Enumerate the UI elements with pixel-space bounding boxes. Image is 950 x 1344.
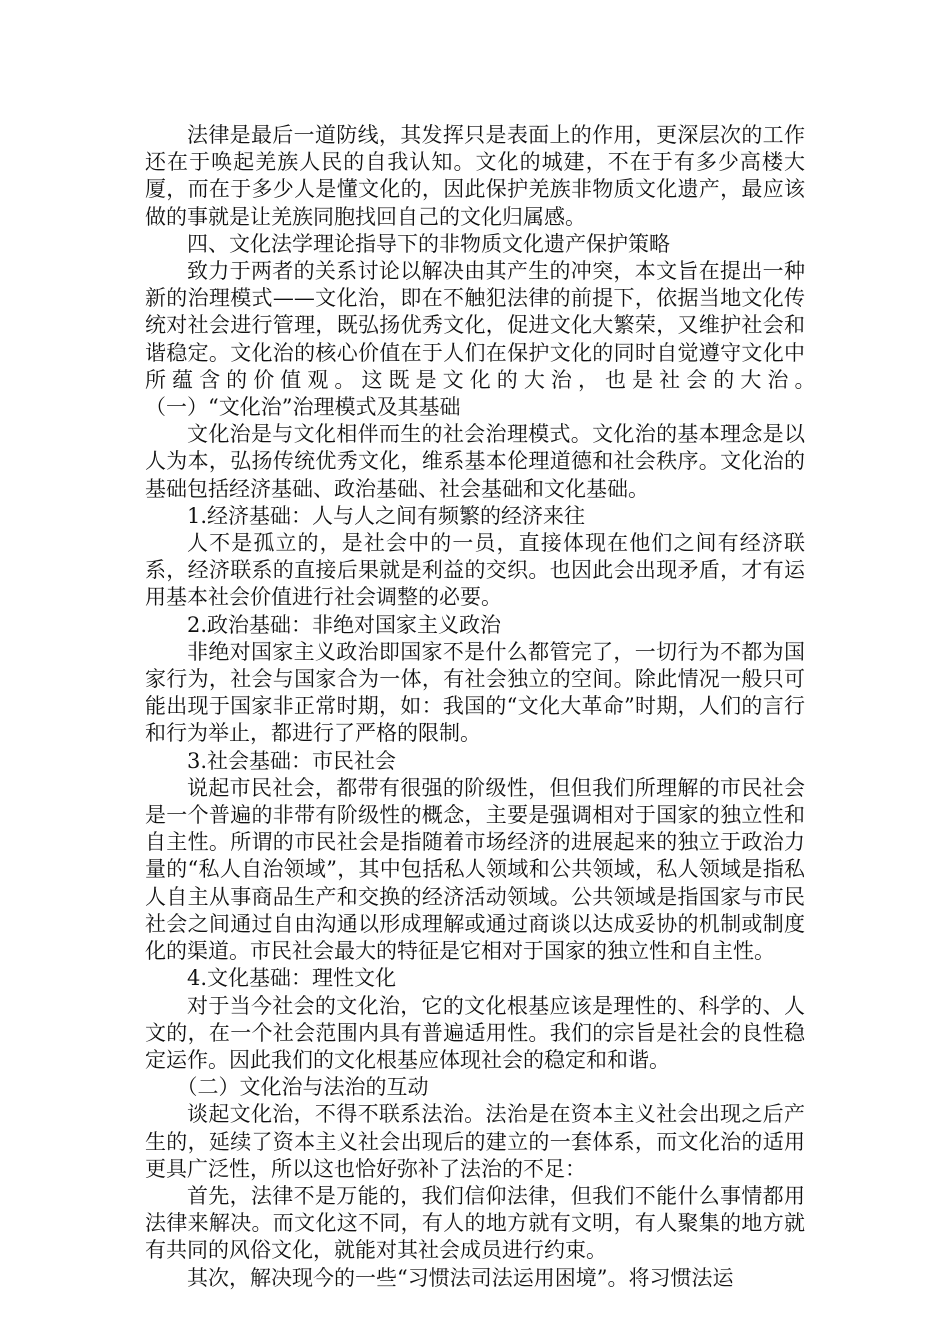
paragraph-political-basis: 非绝对国家主义政治即国家不是什么都管完了，一切行为不都为国家行为，社会与国家合为一体，有社会独立的空间。除此情况一般只可能出现于国家非正常时期，如：我国的“文化大革命”时期，人们的言行和行为举止，都进行了严格的限制。 <box>145 639 805 746</box>
paragraph-social-basis: 说起市民社会，都带有很强的阶级性，但但我们所理解的市民社会是一个普遍的非带有阶级性的概念，主要是强调相对于国家的独立性和自主性。所谓的市民社会是指随着市场经济的进展起来的独立于政治力量的“私人自治领域”，其中包括私人领域和公共领域，私人领域是指私人自主从事商品生产和交换的经济活动领域。公共领域是指国家与市民社会之间通过自由沟通以形成理解或通过商谈以达成妥协的机制或制度化的渠道。市民社会最大的特征是它相对于国家的独立性和自主性。 <box>145 775 805 964</box>
paragraph-economic-basis: 人不是孤立的，是社会中的一员，直接体现在他们之间有经济联系，经济联系的直接后果就是利益的交织。也因此会出现矛盾，才有运用基本社会价值进行社会调整的必要。 <box>145 531 805 610</box>
paragraph-rule-of-law-link: 谈起文化治，不得不联系法治。法治是在资本主义社会出现之后产生的，延续了资本主义社会出现后的建立的一套体系，而文化治的适用更具广泛性，所以这也恰好弥补了法治的不足： <box>145 1102 805 1181</box>
subheading-cultural-basis: 4.文化基础：理性文化 <box>187 966 397 991</box>
paragraph-cultural-basis: 对于当今社会的文化治，它的文化根基应该是理性的、科学的、人文的，在一个社会范围内具有普遍适用性。我们的宗旨是社会的良性稳定运作。因此我们的文化根基应体现社会的稳定和和谐。 <box>145 993 805 1072</box>
paragraph-first-point: 首先，法律不是万能的，我们信仰法律，但我们不能什么事情都用法律来解决。而文化这不同，有人的地方就有文明，有人聚集的地方就有共同的风俗文化，就能对其社会成员进行约束。 <box>145 1183 805 1263</box>
subheading-governance-and-rule-of-law: （二）文化治与法治的互动 <box>176 1075 429 1100</box>
paragraph-cultural-governance-intro: 致力于两者的关系讨论以解决由其产生的冲突，本文旨在提出一种新的治理模式——文化治，即在不触犯法律的前提下，依据当地文化传统对社会进行管理，既弘扬优秀文化，促进文化大繁荣，又维护社会和谐稳定。文化治的核心价值在于人们在保护文化的同时自觉遵守文化中所蕴含的价值观。这既是文化的大治，也是社会的大治。 （一）“文化治”治理模式及其基础 <box>145 259 868 420</box>
subheading-economic-basis: 1.经济基础：人与人之间有频繁的经济来往 <box>187 503 586 528</box>
subheading-social-basis: 3.社会基础：市民社会 <box>187 748 397 773</box>
subheading-political-basis: 2.政治基础：非绝对国家主义政治 <box>187 612 502 637</box>
paragraph-second-point: 其次，解决现今的一些“习惯法司法运用困境”。将习惯法运 <box>187 1265 734 1290</box>
paragraph-law-last-defense: 法律是最后一道防线，其发挥只是表面上的作用，更深层次的工作还在于唤起羌族人民的自我认知。文化的城建，不在于有多少高楼大厦，而在于多少人是懂文化的，因此保护羌族非物质文化遗产，最应该做的事就是让羌族同胞找回自己的文化归属感。 <box>145 123 805 229</box>
section-heading-four: 四、文化法学理论指导下的非物质文化遗产保护策略 <box>187 231 670 256</box>
paragraph-cultural-governance-basis: 文化治是与文化相伴而生的社会治理模式。文化治的基本理念是以人为本，弘扬传统优秀文化，维系基本伦理道德和社会秩序。文化治的基础包括经济基础、政治基础、社会基础和文化基础。 <box>145 422 805 501</box>
document-page <box>145 122 868 1292</box>
